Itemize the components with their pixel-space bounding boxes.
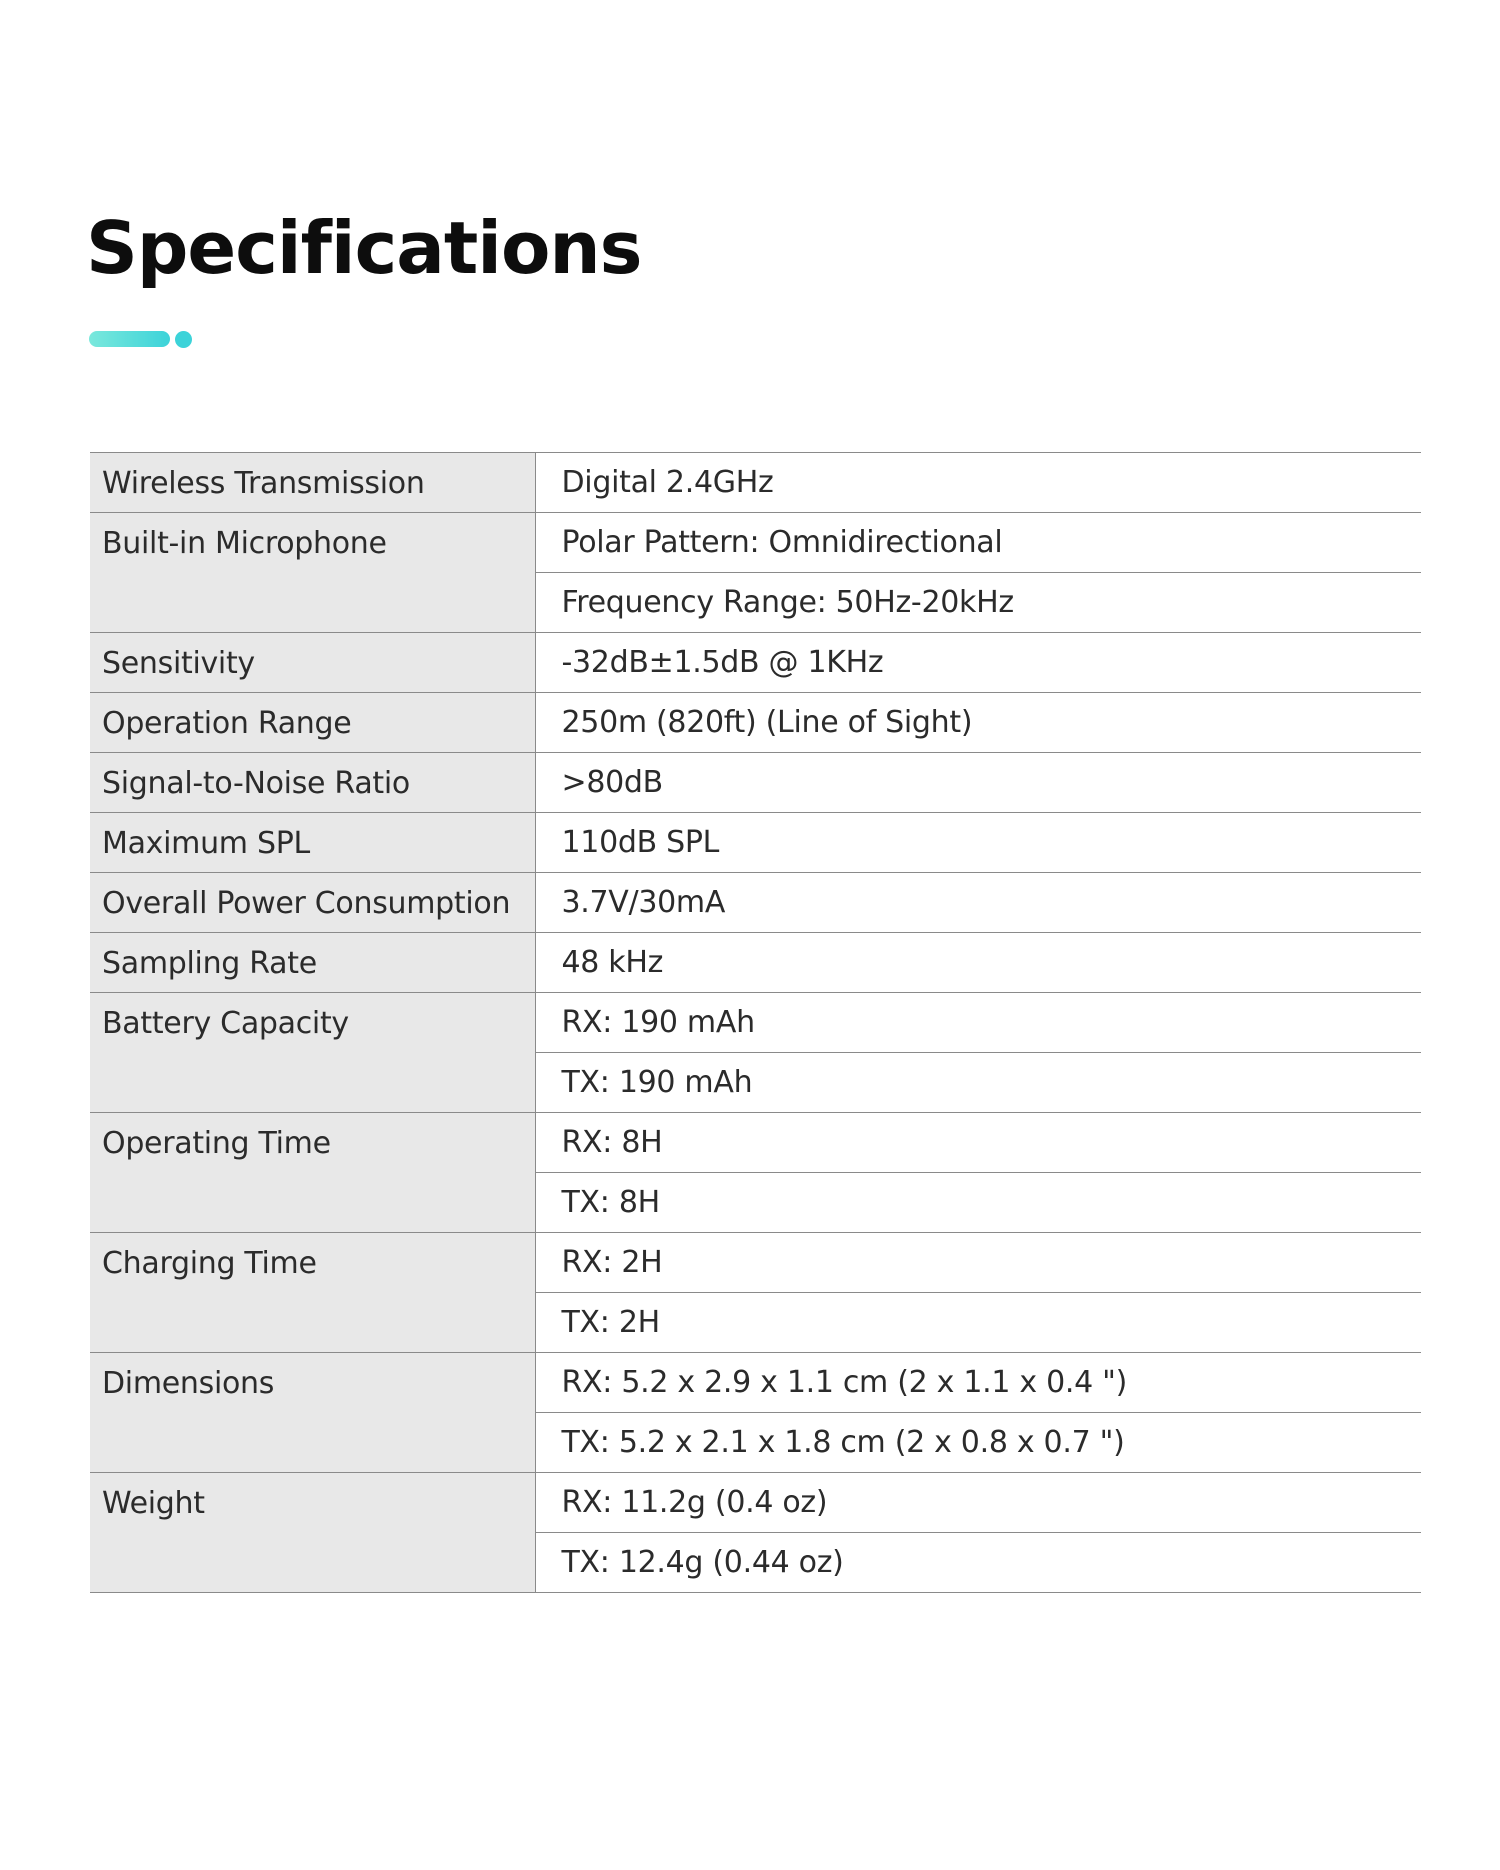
spec-label: Signal-to-Noise Ratio xyxy=(90,753,535,813)
spec-value: >80dB xyxy=(535,753,1421,813)
spec-value: TX: 8H xyxy=(535,1173,1421,1233)
specifications-table xyxy=(90,452,1421,1593)
spec-value: TX: 12.4g (0.44 oz) xyxy=(535,1533,1421,1593)
spec-value: RX: 2H xyxy=(535,1233,1421,1293)
spec-row-weight xyxy=(90,1473,1421,1533)
spec-label: Built-in Microphone xyxy=(90,513,535,633)
spec-row-dimensions xyxy=(90,1353,1421,1413)
spec-row-built-in-microphone xyxy=(90,513,1421,573)
spec-value: -32dB±1.5dB @ 1KHz xyxy=(535,633,1421,693)
spec-value: TX: 5.2 x 2.1 x 1.8 cm (2 x 0.8 x 0.7 ") xyxy=(535,1413,1421,1473)
spec-label: Wireless Transmission xyxy=(90,453,535,513)
spec-label: Charging Time xyxy=(90,1233,535,1353)
spec-value: RX: 5.2 x 2.9 x 1.1 cm (2 x 1.1 x 0.4 ") xyxy=(535,1353,1421,1413)
spec-row-sensitivity xyxy=(90,633,1421,693)
title-accent-dot xyxy=(175,331,192,348)
spec-row-signal-to-noise-ratio xyxy=(90,753,1421,813)
spec-row-operation-range xyxy=(90,693,1421,753)
spec-label: Maximum SPL xyxy=(90,813,535,873)
spec-label: Battery Capacity xyxy=(90,993,535,1113)
spec-value: RX: 190 mAh xyxy=(535,993,1421,1053)
spec-label: Sensitivity xyxy=(90,633,535,693)
spec-value: RX: 11.2g (0.4 oz) xyxy=(535,1473,1421,1533)
spec-row-wireless-transmission xyxy=(90,453,1421,513)
spec-value: 48 kHz xyxy=(535,933,1421,993)
spec-row-operating-time xyxy=(90,1113,1421,1173)
spec-value: Digital 2.4GHz xyxy=(535,453,1421,513)
spec-row-battery-capacity xyxy=(90,993,1421,1053)
spec-label: Weight xyxy=(90,1473,535,1593)
spec-label: Overall Power Consumption xyxy=(90,873,535,933)
spec-value: Polar Pattern: Omnidirectional xyxy=(535,513,1421,573)
spec-value: TX: 190 mAh xyxy=(535,1053,1421,1113)
spec-label: Operation Range xyxy=(90,693,535,753)
spec-label: Sampling Rate xyxy=(90,933,535,993)
spec-row-overall-power-consumption xyxy=(90,873,1421,933)
title-accent-bar xyxy=(89,331,170,347)
page-title: Specifications xyxy=(86,206,642,290)
spec-value: 110dB SPL xyxy=(535,813,1421,873)
spec-row-maximum-spl xyxy=(90,813,1421,873)
spec-value: Frequency Range: 50Hz-20kHz xyxy=(535,573,1421,633)
spec-label: Operating Time xyxy=(90,1113,535,1233)
spec-value: 250m (820ft) (Line of Sight) xyxy=(535,693,1421,753)
spec-label: Dimensions xyxy=(90,1353,535,1473)
spec-value: RX: 8H xyxy=(535,1113,1421,1173)
specifications-table-body xyxy=(90,453,1421,1593)
spec-row-sampling-rate xyxy=(90,933,1421,993)
spec-value: 3.7V/30mA xyxy=(535,873,1421,933)
spec-value: TX: 2H xyxy=(535,1293,1421,1353)
spec-row-charging-time xyxy=(90,1233,1421,1293)
